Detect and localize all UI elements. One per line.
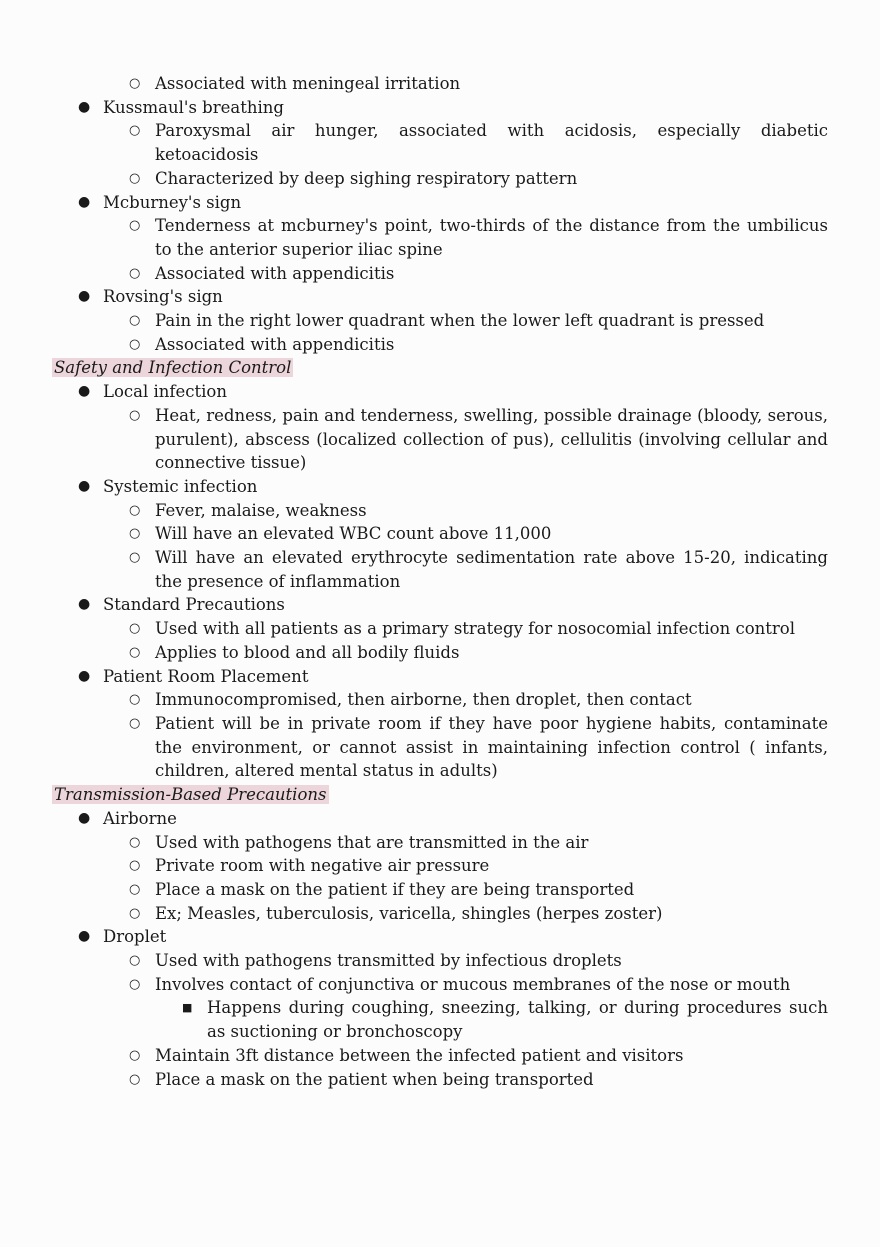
square-bullet-icon: ■ [182, 1001, 193, 1015]
sub-list-item [0, 831, 880, 855]
filled-bullet-icon: ● [78, 596, 91, 613]
item-text: Patient will be in private room if they have poor hygiene habits, contaminate the environment, or cannot assist in maintaining infection control ( infants, children, altered mental status in adults) [155, 713, 828, 781]
item-text: Will have an elevated erythrocyte sedimentation rate above 15-20, indicating the presence of inflammation [155, 548, 828, 591]
item-text: Associated with appendicitis [155, 334, 395, 354]
item-text: Droplet [103, 927, 167, 947]
item-text: Airborne [103, 808, 177, 828]
hollow-bullet-icon: ○ [129, 834, 141, 850]
filled-bullet-icon: ● [78, 928, 91, 945]
item-text: Used with pathogens transmitted by infectious droplets [155, 951, 622, 971]
hollow-bullet-icon: ○ [129, 1071, 141, 1087]
hollow-bullet-icon: ○ [129, 265, 141, 281]
sub-list-item [0, 1068, 880, 1092]
sub-list-item [0, 949, 880, 973]
list-item [0, 285, 880, 309]
item-text: Involves contact of conjunctiva or mucous membranes of the nose or mouth [155, 974, 791, 994]
sub-list-item [0, 902, 880, 926]
list-item [0, 191, 880, 215]
item-text: Heat, redness, pain and tenderness, swelling, possible drainage (bloody, serous, purulent), abscess (localized collection of pus), cellulitis (involving cellular and connective tissue) [155, 405, 828, 473]
sub-list-item [0, 688, 880, 712]
item-text: Paroxysmal air hunger, associated with acidosis, especially diabetic ketoacidosis [155, 121, 828, 165]
sub-list-item [0, 119, 880, 166]
hollow-bullet-icon: ○ [129, 76, 141, 91]
hollow-bullet-icon: ○ [129, 976, 141, 992]
filled-bullet-icon: ● [78, 667, 91, 684]
hollow-bullet-icon: ○ [129, 953, 141, 969]
sub-list-item [0, 167, 880, 191]
list-item [0, 925, 880, 949]
hollow-bullet-icon: ○ [129, 407, 141, 423]
sub-list-item [0, 499, 880, 523]
sub-list-item [0, 333, 880, 357]
item-text: Mcburney's sign [103, 192, 242, 212]
item-text: Rovsing's sign [103, 287, 223, 307]
sub-list-item [0, 404, 880, 475]
item-text: Pain in the right lower quadrant when the lower left quadrant is pressed [155, 311, 765, 331]
hollow-bullet-icon: ○ [129, 336, 141, 352]
item-text: Immunocompromised, then airborne, then droplet, then contact [155, 690, 692, 710]
hollow-bullet-icon: ○ [129, 621, 141, 637]
item-text: Place a mask on the patient when being transported [155, 1069, 594, 1089]
filled-bullet-icon: ● [78, 383, 91, 400]
item-text: Used with pathogens that are transmitted in the air [155, 832, 589, 852]
filled-bullet-icon: ● [78, 477, 91, 494]
item-text: Used with all patients as a primary strategy for nosocomial infection control [155, 619, 796, 639]
hollow-bullet-icon: ○ [129, 313, 141, 329]
section-heading-text: Transmission-Based Precautions [54, 785, 327, 805]
item-text: Local infection [103, 382, 227, 402]
hollow-bullet-icon: ○ [129, 502, 141, 518]
item-text: Private room with negative air pressure [155, 856, 490, 876]
notes-body [0, 72, 880, 1091]
sub-sub-list-item [0, 996, 880, 1043]
item-text: Applies to blood and all bodily fluids [155, 642, 460, 662]
hollow-bullet-icon: ○ [129, 644, 141, 660]
sub-list-item [0, 72, 880, 96]
filled-bullet-icon: ● [78, 193, 91, 210]
item-text: Kussmaul's breathing [103, 97, 284, 117]
sub-list-item [0, 546, 880, 593]
item-text: Ex; Measles, tuberculosis, varicella, shingles (herpes zoster) [155, 903, 663, 923]
hollow-bullet-icon: ○ [129, 881, 141, 897]
hollow-bullet-icon: ○ [129, 858, 141, 874]
hollow-bullet-icon: ○ [129, 170, 141, 186]
hollow-bullet-icon: ○ [129, 550, 141, 566]
item-text: Happens during coughing, sneezing, talking, or during procedures such as suctioning or bronchoscopy [207, 998, 828, 1042]
hollow-bullet-icon: ○ [129, 692, 141, 708]
hollow-bullet-icon: ○ [129, 123, 141, 139]
sub-list-item [0, 262, 880, 286]
sub-list-item [0, 854, 880, 878]
sub-list-item [0, 712, 880, 783]
sub-list-item [0, 1044, 880, 1068]
item-text: Patient Room Placement [103, 666, 309, 686]
sub-list-item [0, 973, 880, 997]
item-text: Maintain 3ft distance between the infected patient and visitors [155, 1045, 684, 1065]
list-item [0, 380, 880, 404]
hollow-bullet-icon: ○ [129, 218, 141, 234]
hollow-bullet-icon: ○ [129, 905, 141, 921]
item-text: Standard Precautions [103, 595, 285, 615]
list-item [0, 593, 880, 617]
item-text: Systemic infection [103, 476, 258, 496]
item-text: Tenderness at mcburney's point, two-thirds of the distance from the umbilicus to the anterior superior iliac spine [155, 216, 828, 259]
item-text: Will have an elevated WBC count above 11,000 [155, 524, 552, 544]
list-item [0, 807, 880, 831]
sub-list-item [0, 617, 880, 641]
sub-list-item [0, 522, 880, 546]
hollow-bullet-icon: ○ [129, 715, 141, 731]
item-text: Fever, malaise, weakness [155, 500, 367, 520]
section-heading-text: Safety and Infection Control [54, 358, 292, 378]
section-heading [0, 356, 880, 380]
sub-list-item [0, 878, 880, 902]
item-text: Place a mask on the patient if they are being transported [155, 879, 635, 899]
list-item [0, 475, 880, 499]
hollow-bullet-icon: ○ [129, 1047, 141, 1063]
list-item [0, 96, 880, 120]
sub-list-item [0, 641, 880, 665]
filled-bullet-icon: ● [78, 288, 91, 305]
list-item [0, 665, 880, 689]
item-text: Characterized by deep sighing respiratory pattern [155, 168, 578, 188]
hollow-bullet-icon: ○ [129, 526, 141, 542]
item-text: Associated with meningeal irritation [155, 74, 461, 93]
filled-bullet-icon: ● [78, 809, 91, 826]
filled-bullet-icon: ● [78, 98, 91, 115]
sub-list-item [0, 309, 880, 333]
section-heading [0, 783, 880, 807]
sub-list-item [0, 214, 880, 261]
item-text: Associated with appendicitis [155, 263, 395, 283]
